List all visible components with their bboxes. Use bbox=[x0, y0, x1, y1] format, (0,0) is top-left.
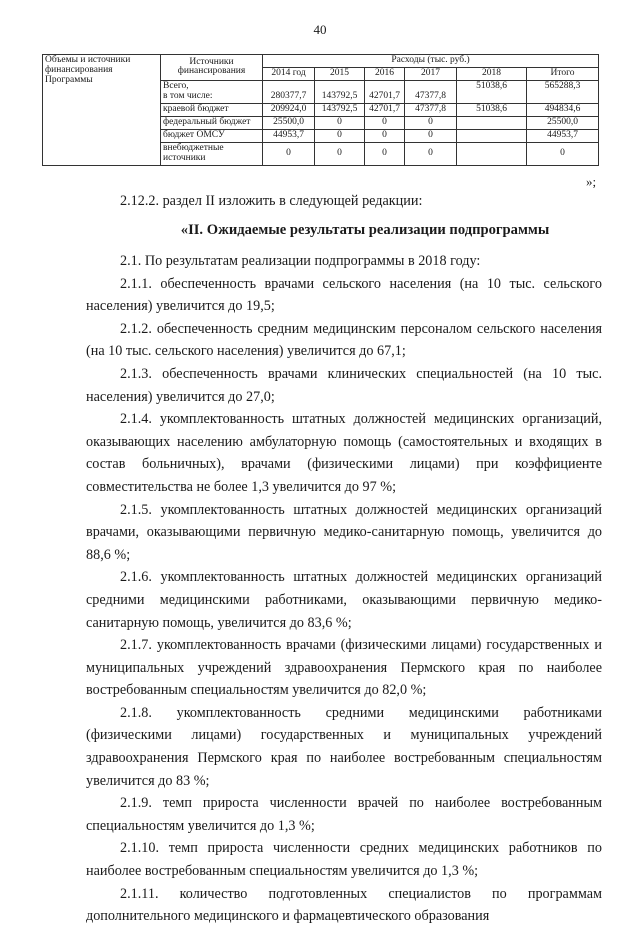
cell: 0 bbox=[315, 142, 365, 165]
cell: 44953,7 bbox=[263, 129, 315, 142]
cell: 143792,5 bbox=[315, 80, 365, 103]
source-header: Источники финансирования bbox=[161, 55, 263, 81]
instruction-text: 2.12.2. раздел II изложить в следующей редакции: bbox=[120, 193, 423, 209]
cell: 209924,0 bbox=[263, 103, 315, 116]
row-label: Всего, в том числе: bbox=[161, 80, 263, 103]
row-label: краевой бюджет bbox=[161, 103, 263, 116]
row-label: федеральный бюджет bbox=[161, 116, 263, 129]
section-heading: «II. Ожидаемые результаты реализации подпрограммы bbox=[180, 222, 550, 238]
cell: 51038,6 bbox=[457, 103, 527, 116]
total-header: Итого bbox=[527, 67, 599, 80]
paragraph: 2.1.1. обеспеченность врачами сельского населения (на 10 тыс. сельского населения) увеличится до 19,5; bbox=[86, 275, 602, 315]
page-number: 40 bbox=[313, 22, 327, 37]
cell: 494834,6 bbox=[527, 103, 599, 116]
cell: 47377,8 bbox=[405, 103, 457, 116]
closing-quote: »; bbox=[586, 174, 597, 189]
paragraph: 2.1.7. укомплектованность врачами (физическими лицами) государственных и муниципальных учреждений здравоохранения Пермского края по наиболее востребованным специальностям увеличится до 82,0 %; bbox=[86, 637, 602, 699]
paragraph: 2.1.2. обеспеченность средним медицинским персоналом сельского населения (на 10 тыс. сельского населения) увеличится до 67,1; bbox=[86, 320, 602, 360]
year-header: 2018 bbox=[457, 67, 527, 80]
cell: 0 bbox=[365, 116, 405, 129]
cell: 0 bbox=[527, 142, 599, 165]
paragraph: 2.1.5. укомплектованность штатных должностей медицинских организаций врачами, оказывающими первичную медико-санитарную помощь, увеличится до 88,6 %; bbox=[86, 501, 602, 563]
year-header: 2014 год bbox=[263, 67, 315, 80]
cell: 0 bbox=[405, 142, 457, 165]
cell: 280377,7 bbox=[263, 80, 315, 103]
cell: 47377,8 bbox=[405, 80, 457, 103]
year-header: 2015 bbox=[315, 67, 365, 80]
row-label: бюджет ОМСУ bbox=[161, 129, 263, 142]
cell: 0 bbox=[365, 129, 405, 142]
cell: 51038,6 bbox=[457, 80, 527, 103]
body-text bbox=[86, 250, 602, 928]
year-header: 2017 bbox=[405, 67, 457, 80]
paragraph: 2.1. По результатам реализации подпрограммы в 2018 году: bbox=[120, 253, 481, 269]
paragraph: 2.1.3. обеспеченность врачами клинических специальностей (на 10 тыс. населения) увеличится до 27,0; bbox=[86, 365, 602, 405]
cell: 42701,7 bbox=[365, 103, 405, 116]
cell: 0 bbox=[365, 142, 405, 165]
row-label: внебюджетные источники bbox=[161, 142, 263, 165]
year-header: 2016 bbox=[365, 67, 405, 80]
program-funding-label: Объемы и источники финансирования Программы bbox=[43, 55, 161, 166]
cell: 0 bbox=[405, 129, 457, 142]
cell: 143792,5 bbox=[315, 103, 365, 116]
paragraph: 2.1.8. укомплектованность средними медицинскими работниками (физическими лицами) государственных и муниципальных учреждений здравоохранения Пермского края по наиболее востребованным специальностям увеличится до 83 %; bbox=[86, 704, 602, 789]
cell: 0 bbox=[263, 142, 315, 165]
paragraph: 2.1.6. укомплектованность штатных должностей медицинских организаций средними медицинскими работниками, оказывающими первичную медико-санитарную помощь, увеличится до 83,6 %; bbox=[86, 569, 602, 631]
cell: 0 bbox=[315, 116, 365, 129]
cell: 0 bbox=[315, 129, 365, 142]
cell: 565288,3 bbox=[527, 80, 599, 103]
cell bbox=[457, 142, 527, 165]
cell: 25500,0 bbox=[263, 116, 315, 129]
expenses-header: Расходы (тыс. руб.) bbox=[263, 55, 599, 68]
cell bbox=[457, 116, 527, 129]
cell: 25500,0 bbox=[527, 116, 599, 129]
paragraph: 2.1.10. темп прироста численности средних медицинских работников по наиболее востребованным специальностям увеличится до 1,3 %; bbox=[86, 840, 602, 880]
paragraph: 2.1.4. укомплектованность штатных должностей медицинских организаций, оказывающих населению амбулаторную помощь (самостоятельных и входящих в состав больничных), врачами (физическими лицами) при коэффициенте совместительства не более 1,3 увеличится до 97 %; bbox=[86, 411, 602, 495]
paragraph: 2.1.11. количество подготовленных специалистов по программам дополнительного медицинского и фармацевтического образования bbox=[86, 885, 602, 925]
paragraph: 2.1.9. темп прироста численности врачей по наиболее востребованным специальностям увеличится до 1,3 %; bbox=[86, 795, 602, 834]
cell: 42701,7 bbox=[365, 80, 405, 103]
cell: 0 bbox=[405, 116, 457, 129]
cell bbox=[457, 129, 527, 142]
financing-table bbox=[42, 54, 599, 166]
cell: 44953,7 bbox=[527, 129, 599, 142]
